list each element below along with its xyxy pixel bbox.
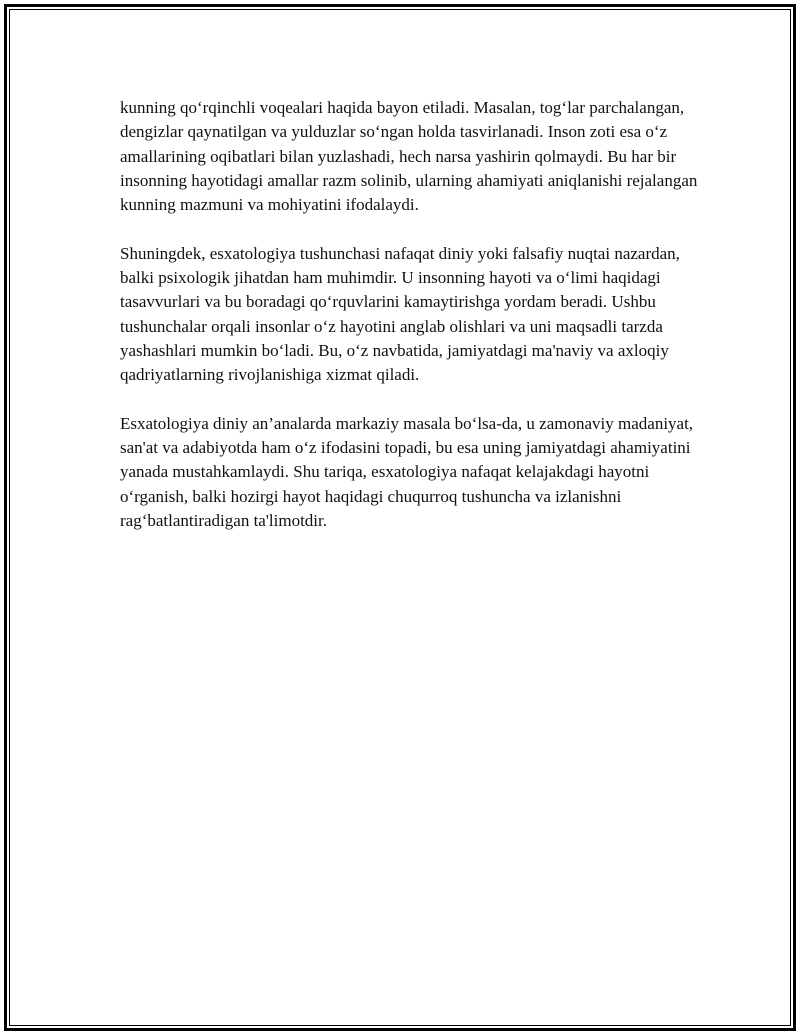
paragraph-1: kunning qo‘rqinchli voqealari haqida bayon etiladi. Masalan, tog‘lar parchalangan, dengizlar qaynatilgan va yulduzlar so‘ngan holda tasvirlanadi. Inson zoti esa o‘z amallarining oqibatlari bilan yuzlashadi, hech narsa yashirin qolmaydi. Bu har bir insonning hayotidagi amallar razm solinib, ularning ahamiyati aniqlanishi rejalangan kunning mazmuni va mohiyatini ifodalaydi. — [120, 98, 698, 215]
paragraph-3: Esxatologiya diniy an’analarda markaziy masala bo‘lsa-da, u zamonaviy madaniyat, san'at va adabiyotda ham o‘z ifodasini topadi, bu esa uning jamiyatdagi ahamiyatini yanada mustahkamlaydi. Shu tariqa, esxatologiya nafaqat kelajakdagi hayotni o‘rganish, balki hozirgi hayot haqidagi chuqurroq tushuncha va izlanishni rag‘batlantiradigan ta'limotdir. — [120, 413, 694, 531]
document-body — [120, 96, 710, 558]
page-border — [4, 4, 796, 1031]
paragraph-2: Shuningdek, esxatologiya tushunchasi nafaqat diniy yoki falsafiy nuqtai nazardan, balki psixologik jihatdan ham muhimdir. U insonning hayoti va o‘limi haqidagi tasavvurlari va bu boradagi qo‘rquvlarini kamaytirishga yordam beradi. Ushbu tushunchalar orqali insonlar o‘z hayotini anglab olishlari va uni maqsadli tarzda yashashlari mumkin bo‘ladi. Bu, o‘z navbatida, jamiyatdagi ma'naviy va axloqiy qadriyatlarning rivojlanishiga xizmat qiladi. — [120, 243, 680, 385]
